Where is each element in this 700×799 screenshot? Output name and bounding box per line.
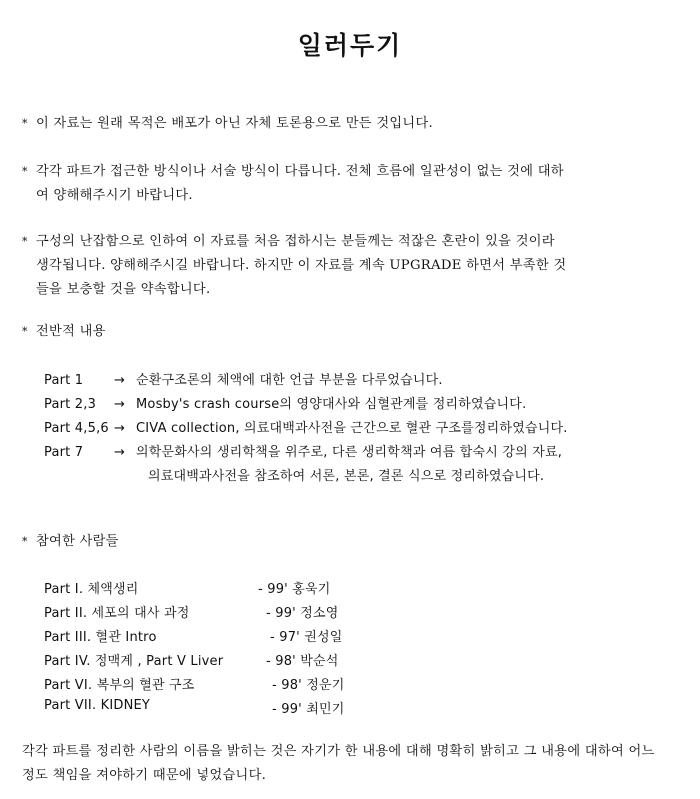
note-2 xyxy=(22,160,672,208)
overview-item-text: 순환구조론의 체액에 대한 언급 부분을 다루었습니다. xyxy=(136,373,443,388)
overview-item-text: CIVA collection, 의료대백과사전을 근간으로 혈관 구조를정리하였습니다. xyxy=(136,421,568,436)
participant-part: Part III. 혈관 Intro xyxy=(44,630,157,645)
overview-item-4-continued: 의료대백과사전을 참조하여 서론, 본론, 결론 식으로 정리하였습니다. xyxy=(148,469,545,484)
overview-part-label: Part 1 xyxy=(44,373,84,388)
note-1-line-1: 이 자료는 원래 목적은 배포가 아닌 자체 토론용으로 만든 것입니다. xyxy=(36,116,433,131)
overview-part-label: Part 2,3 xyxy=(44,397,97,412)
participant-part: Part VII. KIDNEY xyxy=(44,698,151,713)
overview-item-4 xyxy=(44,441,562,463)
participant-name: - 97' 권성일 xyxy=(270,630,343,645)
note-bullet: * xyxy=(22,235,28,248)
overview-item-1 xyxy=(44,369,443,391)
participant-part: Part VI. 복부의 혈관 구조 xyxy=(44,678,195,693)
closing-paragraph xyxy=(22,740,672,788)
note-3 xyxy=(22,230,672,302)
participant-name: - 98' 정운기 xyxy=(272,678,345,693)
note-bullet: * xyxy=(22,117,28,130)
arrow-icon: → xyxy=(114,445,126,460)
note-1 xyxy=(22,112,672,136)
closing-line-2: 내용에 대하여 어느 정도 책임을 져야하기 때문에 넣었습니다. xyxy=(22,744,655,783)
participant-name: - 99' 최민기 xyxy=(272,702,345,717)
note-3-line-2: 생각됩니다. 양해해주시길 바랍니다. 하지만 이 자료를 계속 UPGRADE 하면서 부족한 것 xyxy=(36,258,567,273)
overview-item-3 xyxy=(44,417,568,439)
participant-name: - 99' 홍욱기 xyxy=(258,582,331,597)
note-bullet: * xyxy=(22,165,28,178)
note-bullet: * xyxy=(22,325,28,338)
participant-part: Part I. 체액생리 xyxy=(44,582,139,597)
arrow-icon: → xyxy=(114,397,126,412)
arrow-icon: → xyxy=(114,421,126,436)
participant-name: - 99' 정소영 xyxy=(266,606,339,621)
participant-name: - 98' 박순석 xyxy=(266,654,339,669)
participant-row-5 xyxy=(44,674,345,693)
participant-row-3 xyxy=(44,626,343,645)
overview-item-text: Mosby's crash course의 영양대사와 심혈관계를 정리하였습니다. xyxy=(136,397,527,412)
note-2-line-1: 각각 파트가 접근한 방식이나 서술 방식이 다릅니다. 전체 흐름에 일관성이 없는 것에 대하 xyxy=(36,164,564,179)
participant-part: Part IV. 정맥계 , Part V Liver xyxy=(44,654,224,669)
note-2-line-2: 여 양해해주시기 바랍니다. xyxy=(36,188,193,203)
overview-heading-text: 전반적 내용 xyxy=(36,324,106,339)
participant-row-4 xyxy=(44,650,339,669)
participant-row-1 xyxy=(44,578,331,597)
note-3-line-1: 구성의 난잡함으로 인하여 이 자료를 처음 접하시는 분들께는 적잖은 혼란이 있을 것이라 xyxy=(36,234,555,249)
overview-part-label: Part 7 xyxy=(44,445,84,460)
overview-part-label: Part 4,5,6 xyxy=(44,421,109,436)
overview-heading xyxy=(22,320,672,344)
overview-item-2 xyxy=(44,393,526,415)
closing-line-1: 각각 파트를 정리한 사람의 이름을 밝히는 것은 자기가 한 내용에 대해 명확히 밝히고 그 xyxy=(22,744,537,759)
participants-heading xyxy=(22,530,672,554)
note-bullet: * xyxy=(22,535,28,548)
arrow-icon: → xyxy=(114,373,126,388)
participant-row-2 xyxy=(44,602,339,621)
overview-item-text: 의학문화사의 생리학책을 위주로, 다른 생리학책과 여름 합숙시 강의 자료, xyxy=(136,445,563,460)
page-title: 일러두기 xyxy=(297,31,403,60)
participant-row-6 xyxy=(44,698,345,717)
participant-part: Part II. 세포의 대사 과정 xyxy=(44,606,190,621)
participants-heading-text: 참여한 사람들 xyxy=(36,534,119,549)
note-3-line-3: 들을 보충할 것을 약속합니다. xyxy=(36,282,211,297)
